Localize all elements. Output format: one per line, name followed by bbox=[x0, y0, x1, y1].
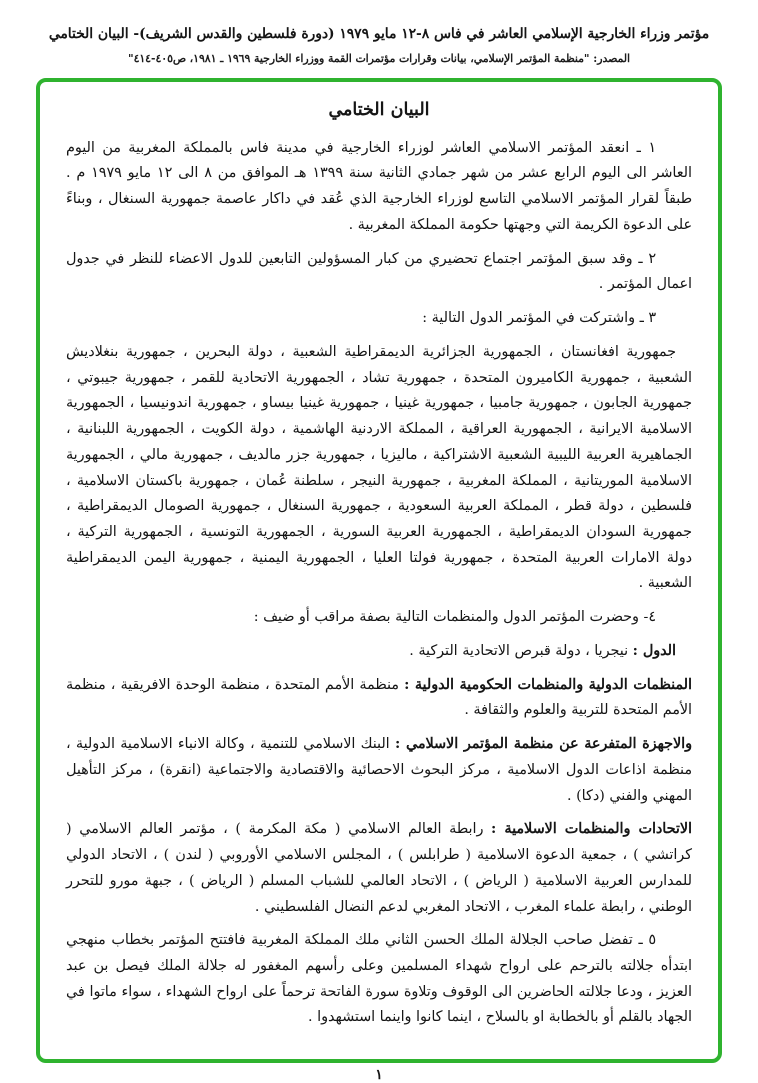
page-footer bbox=[0, 1067, 758, 1083]
document-frame bbox=[36, 78, 722, 1064]
document-title: البيان الختامي bbox=[328, 99, 430, 120]
countries-list: جمهورية افغانستان ، الجمهورية الجزائرية الديمقراطية الشعبية ، دولة البحرين ، جمهورية بنغلاديش الشعبية ، جمهورية الكاميرون المتحدة ، جمهورية تشاد ، الجمهورية الاتحادية للقمر ، جمهورية جيبوتي ، جمهورية الجابون ، جمهورية جامبيا ، جمهورية غينيا ، جمهورية غينيا بيساو ، جمهورية اندونيسيا ، الجمهورية الاسلامية الايرانية ، الجمهورية العراقية ، المملكة الاردنية الهاشمية ، دولة الكويت ، الجمهورية اللبنانية ، الجماهيرية العربية الليبية الشعبية الاشتراكية ، ماليزيا ، جمهورية جزر مالديف ، جمهورية مالي ، الجمهورية الاسلامية الموريتانية ، المملكة المغربية ، جمهورية النيجر ، سلطنة عُمان ، جمهورية باكستان الاسلامية ، فلسطين ، دولة قطر ، المملكة العربية السعودية ، جمهورية السنغال ، جمهورية الصومال الديمقراطية ، جمهورية السودان الديمقراطية ، الجمهورية العربية السورية ، الجمهورية التونسية ، الجمهورية التركية ، دولة الامارات العربية المتحدة ، جمهورية فولتا العليا ، الجمهورية اليمنية ، جمهورية اليمن الديمقراطية الشعبية . bbox=[66, 343, 692, 592]
page-number: ١ bbox=[375, 1067, 383, 1083]
islamic-unions-label: الاتحادات والمنظمات الاسلامية : bbox=[491, 821, 692, 838]
oic-organs-line bbox=[66, 732, 692, 809]
paragraph-2: ٢ ـ وقد سبق المؤتمر اجتماع تحضيري من كبار المسؤولين التابعين للدول الاعضاء للنظر في جدول اعمال المؤتمر . bbox=[66, 250, 692, 293]
page-header bbox=[0, 0, 758, 65]
oic-organs-label: والاجهزة المتفرعة عن منظمة المؤتمر الاسلامي : bbox=[394, 736, 692, 753]
paragraph-5: ٥ ـ تفضل صاحب الجلالة الملك الحسن الثاني ملك المملكة المغربية فافتتح المؤتمر بخطاب منهجي ابتدأه جلالته بالترحم على ارواح شهداء المسلمين وعلى رأسهم المغفور له جلالة الملك فيصل بن عبد العزيز ، ودعا جلالته الحاضرين الى الوقوف وتلاوة سورة الفاتحة ترحماً على ارواح الشهداء ، سواء ماتوا في الجهاد بالقلم أو بالخطابة او بالسلاح ، اينما كانوا واينما استشهدوا . bbox=[66, 932, 692, 1026]
observer-states-label: الدول : bbox=[632, 642, 676, 659]
international-organizations-line bbox=[66, 673, 692, 724]
paragraph-4-intro: ٤- وحضرت المؤتمر الدول والمنظمات التالية بصفة مراقب أو ضيف : bbox=[253, 609, 656, 626]
paragraph-1: ١ ـ انعقد المؤتمر الاسلامي العاشر لوزراء الخارجية في مدينة فاس بالمملكة المغربية من اليوم العاشر الى اليوم الرابع عشر من شهر جمادي الثانية سنة ١٣٩٩ هـ الموافق من ٨ الى ١٢ مايو ١٩٧٩ م . طبقاً لقرار المؤتمر الاسلامي التاسع لوزراء الخارجية الذي عُقد في داكار عاصمة جمهورية السنغال ، وبناءً على الدعوة الكريمة التي وجهتها حكومة المملكة المغربية . bbox=[66, 139, 692, 233]
international-organizations-label: المنظمات الدولية والمنظمات الحكومية الدولية : bbox=[404, 676, 692, 693]
paragraph-3: ٣ ـ واشتركت في المؤتمر الدول التالية : bbox=[422, 310, 656, 327]
observer-states-text: نيجريا ، دولة قبرص الاتحادية التركية . bbox=[409, 642, 629, 659]
international-organizations-text: منظمة الأمم المتحدة ، منظمة الوحدة الافريقية ، منظمة الأمم المتحدة للتربية والعلوم والثقافة . bbox=[66, 676, 692, 719]
islamic-unions-line bbox=[66, 817, 692, 920]
oic-organs-text: البنك الاسلامي للتنمية ، وكالة الانباء الاسلامية الدولية ، منظمة اذاعات الدول الاسلامية ، مركز البحوث الاحصائية والاقتصادية والاجتماعية (انقرة) ، مركز التأهيل المهني والفني (دكا) . bbox=[66, 736, 692, 804]
islamic-unions-text: رابطة العالم الاسلامي ( مكة المكرمة ) ، مؤتمر العالم الاسلامي ( كراتشي ) ، جمعية الدعوة الاسلامية ( طرابلس ) ، المجلس الاسلامي الأوروبي ( لندن ) ، الاتحاد الدولي للمدارس العربية الاسلامية ( الرياض ) ، الاتحاد العالمي للشباب المسلم ( الرياض ) ، جبهة مورو للتحرر الوطني ، رابطة علماء المغرب ، الاتحاد المغربي لدعم النضال الفلسطيني . bbox=[66, 821, 692, 915]
header-source: المصدر: "منظمة المؤتمر الإسلامي، بيانات وقرارات مؤتمرات القمة ووزراء الخارجية ١٩٦٩ ـ ١٩٨١، ص٤٠٥-٤١٤" bbox=[127, 51, 631, 65]
observer-states-line bbox=[66, 639, 692, 665]
header-title: مؤتمر وزراء الخارجية الإسلامي العاشر في فاس ٨-١٢ مايو ١٩٧٩ (دورة فلسطين والقدس الشريف)- البيان الختامي bbox=[48, 26, 710, 42]
